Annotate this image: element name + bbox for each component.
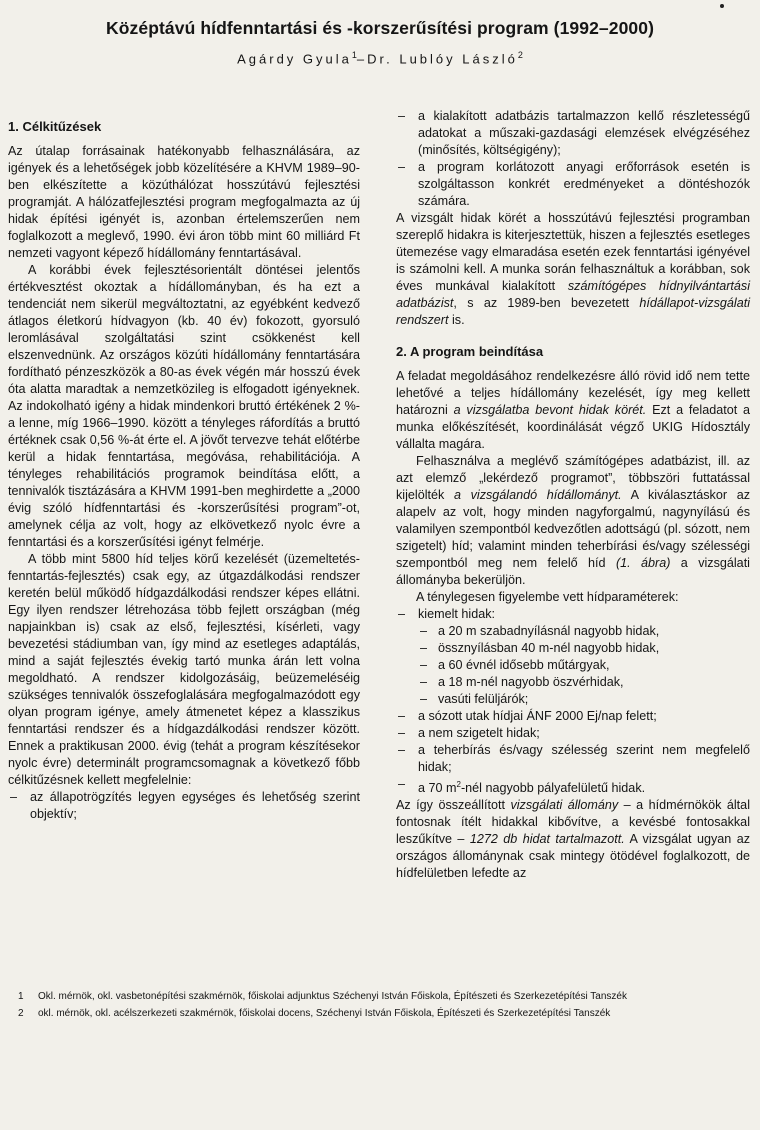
sub-list-item — [396, 623, 750, 640]
list-item-text: vasúti felüljárók; — [438, 692, 529, 706]
paragraph: Az útalap forrásainak hatékonyabb felhasználására, az igények és a lehetőségek jobb közelítésére a KHVM 1989–90-ben elkészítette a közúthálózat hosszútávú fejlesztési programját. A hálózatfejlesztési program megfogalmazta az új hidak építési igényét is, azonban értelemszerűen nem foglalkozott a meglevő, 1990. évi áron több mint 60 milliárd Ft nemzeti vagyont képező hídállomány fenntartásával. — [8, 144, 360, 260]
section-1-heading: 1. Célkitűzések — [8, 119, 102, 134]
list-item — [396, 606, 750, 623]
footnote-1 — [0, 990, 760, 1003]
footnote-text: Okl. mérnök, okl. vasbetonépítési szakmérnök, főiskolai adjunktus Széchenyi István Főiskola, Építészeti és Szerkezetépítési Tanszék — [38, 991, 627, 1002]
text-run: , s az 1989-ben bevezetett — [453, 296, 640, 310]
list-item-text: a nem szigetelt hidak; — [418, 726, 540, 740]
ink-dot — [720, 4, 724, 8]
italic-run: vizsgálati állomány — [510, 798, 619, 813]
italic-run: 1272 db hidat tartalmazott. — [469, 832, 625, 847]
list-item — [396, 108, 750, 159]
list-item-text: a teherbírás és/vagy szélesség szerint nem megfelelő hidak; — [418, 743, 750, 774]
dash: – — [420, 624, 428, 638]
text-run: a vizsgálati állományba bekerüljön. — [396, 556, 750, 587]
paragraph: A korábbi évek fejlesztésorientált döntései jelentős értékvesztést okoztak a hídállományban, és ha ezt a tendenciát nem sikerül megváltoztatni, az egyébként kedvező átlagos életkorú hídvagyon (kb. 40 év) fokozott, gyorsuló leromlásával szolgáltatási szint csökkenést kell elszenvednünk. Az országos közúti hídállomány fenntartására fordítható pénzeszközök a 80-as évek végén már hosszú évek óta alatta maradtak a nemzetközileg is elfogadott igényeknek. Az indokolható igény a hidak mindenkori bruttó értékének 2 %-a lenne, míg 1966–1990. között a tényleges ráfordítás a bruttó értéknek csak 0,56 %-át érte el. A jövőt tervezve tehát előtérbe kerül a hidak fenntartása, megóvása, rehabilitációja. A tényleges rehabilitációs programok beindítása előtt, a tennivalók tisztázására a KHVM 1991-ben meghirdette a „2000 évig szóló hídfenntartási és -korszerűsítési program”-ot, amelynek célja az volt, hogy az elkövetkező nyolc évre a fenntartási és a korszerűsítési igényt felmérje. — [8, 263, 360, 549]
paper-title: Középtávú hídfenntartási és -korszerűsítési program (1992–2000) — [105, 18, 655, 38]
sub-list-item — [396, 691, 750, 708]
footnote-text: okl. mérnök, okl. acélszerkezeti szakmérnök, főiskolai docens, Széchenyi István Főiskola, Építészeti és Szerkezetépítési Tanszék — [38, 1008, 611, 1019]
list-item-text: a 20 m szabadnyílásnál nagyobb hidak, — [438, 624, 660, 638]
paragraph: A több mint 5800 híd teljes körű kezelését (üzemeltetés-fenntartás-fejlesztés) csak egy, az útgazdálkodási rendszer keretén belül működő hídgazdálkodási rendszer képes ellátni. Egy ilyen rendszer létrehozása több fejlett országban (még napjainkban is) csak az első, fejlesztési, kísérleti, vagy bevezetési stádiumban van, így mind az esetleges adaptálás, mind a saját fejlesztés évekig tartó munka árán lett volna megoldható. A rendszer kidolgozásáig, beüzemeléséig szükséges tennivalók összefoglalására megfogalmazódott egy olyan program igénye, amely átmenetet képez a klasszikus fenntartási rendszer és a hídgazdálkodási rendszer között. Ennek a praktikusan 2000. évig (tehát a program készítésekor nyolc évre) determinált programcsomagnak a következő főbb célkitűzésnek kellett megfelelnie: — [8, 552, 360, 787]
list-item-text: az állapotrögzítés legyen egységes és lehetőség szerint objektív; — [30, 790, 360, 821]
paragraph — [396, 368, 750, 453]
text-run: A vizsgált hidak körét a hosszútávú fejlesztési programban szereplő hidakra is kiterjesztettük, hiszen a fejlesztés esetleges ütemezése vagy elmaradása esetén ezek fenntartási igényével is számolni kell. A munka során felhasználtuk a korábban, sok éves munkával kialakított — [396, 211, 750, 293]
list-item — [396, 708, 750, 725]
text-run: is. — [448, 313, 465, 327]
list-item — [396, 742, 750, 776]
dash: – — [420, 641, 428, 655]
italic-run: számítógépes hídnyilvántartási adatbázist — [396, 279, 751, 310]
author-1-mark: 1 — [351, 50, 357, 60]
author-2-mark: 2 — [517, 50, 523, 60]
footnote-2 — [0, 1007, 760, 1020]
paragraph — [396, 210, 750, 329]
dash: – — [398, 160, 406, 174]
right-column — [396, 108, 750, 882]
paragraph: A ténylegesen figyelembe vett hídparaméterek: — [416, 590, 679, 604]
dash: – — [398, 726, 406, 740]
sub-list-item — [396, 674, 750, 691]
sub-list-item — [396, 657, 750, 674]
footnotes — [0, 990, 760, 1024]
author-2: Dr. Lublóy László — [367, 51, 518, 67]
text-run: Az így összeállított — [396, 798, 511, 813]
dash: – — [420, 658, 428, 672]
author-separator: – — [356, 51, 368, 67]
list-item-text: a kialakított adatbázis tartalmazzon kellő részletességű adatokat a műszaki-gazdasági elemzések elvégzéséhez (minősítés, költségigény); — [418, 109, 750, 157]
text-run: A vizsgálat ugyan az országos állománynak csak mintegy ötödével foglalkozott, de hídfelületben lefedte az — [396, 832, 751, 881]
text-run: – a hídmérnökök által fontosnak ítélt hidakkal kibővítve, a kevésbé fontosakkal leszűkítve – — [396, 798, 750, 847]
dash: – — [398, 607, 406, 621]
list-item — [396, 725, 750, 742]
italic-run: a vizsgálatba bevont hidak körét. — [453, 403, 647, 417]
italic-run: a vizsgálandó hídállományt. — [453, 488, 622, 502]
text-run: Ezt a feladatot a munka előkészítését, koordinálását végző UKIG Hídosztály vállalta magára. — [396, 403, 751, 451]
text-run: A kiválasztáskor az alapelv az volt, hogy minden nagyforgalmú, nagynyílású és valamilyen szempontból kedvezőtlen adottságú (pl. sózott, nem szigetelt) híd; valamint minden teherbírási és/vagy szélességi szempontból meg nem felelő híd — [396, 488, 751, 570]
text-run: A feladat megoldásához rendelkezésre álló rövid idő nem tette lehetővé a teljes hídállomány kezelését, így meg kellett határozni — [396, 369, 750, 417]
dash: – — [398, 777, 406, 791]
list-item — [8, 789, 360, 823]
dash: – — [420, 692, 428, 706]
superscript: 2 — [456, 780, 461, 789]
text-run: Felhasználva a meglévő számítógépes adatbázist, ill. az azt elemző „lekérdező programot”, többszöri futtatással kijelölték — [396, 454, 750, 502]
spacer — [396, 329, 750, 343]
footnote-number: 1 — [18, 991, 24, 1002]
italic-run: hídállapot-vizsgálati rendszert — [396, 296, 750, 327]
list-item-text: a 18 m-nél nagyobb öszvérhidak, — [438, 675, 624, 689]
list-item-text: a 70 m — [418, 781, 457, 796]
authors-line — [0, 50, 760, 66]
list-item-text: a sózott utak hídjai ÁNF 2000 Ej/nap felett; — [418, 709, 657, 723]
paragraph — [396, 453, 750, 589]
list-item-text: a program korlátozott anyagi erőforrások esetén is szolgáltasson konkrét eredményeket a döntéshozók számára. — [418, 160, 750, 208]
list-item-text: a 60 évnél idősebb műtárgyak, — [438, 658, 610, 672]
section-2-heading: 2. A program beindítása — [396, 344, 544, 359]
list-item-text: -nél nagyobb pályafelületű hidak. — [460, 781, 646, 796]
left-column — [8, 118, 360, 823]
italic-run: (1. ábra) — [615, 556, 671, 570]
dash: – — [398, 109, 406, 123]
author-1: Agárdy Gyula — [237, 51, 352, 67]
list-item-text: össznyílásban 40 m-nél nagyobb hidak, — [438, 641, 660, 655]
dash: – — [398, 709, 406, 723]
paragraph — [396, 797, 750, 882]
footnote-number: 2 — [18, 1008, 24, 1019]
list-item — [396, 776, 750, 797]
dash: – — [420, 675, 428, 689]
list-item-text: kiemelt hidak: — [418, 607, 495, 621]
sub-list-item — [396, 640, 750, 657]
dash: – — [10, 790, 18, 804]
dash: – — [398, 743, 406, 757]
list-item — [396, 159, 750, 210]
